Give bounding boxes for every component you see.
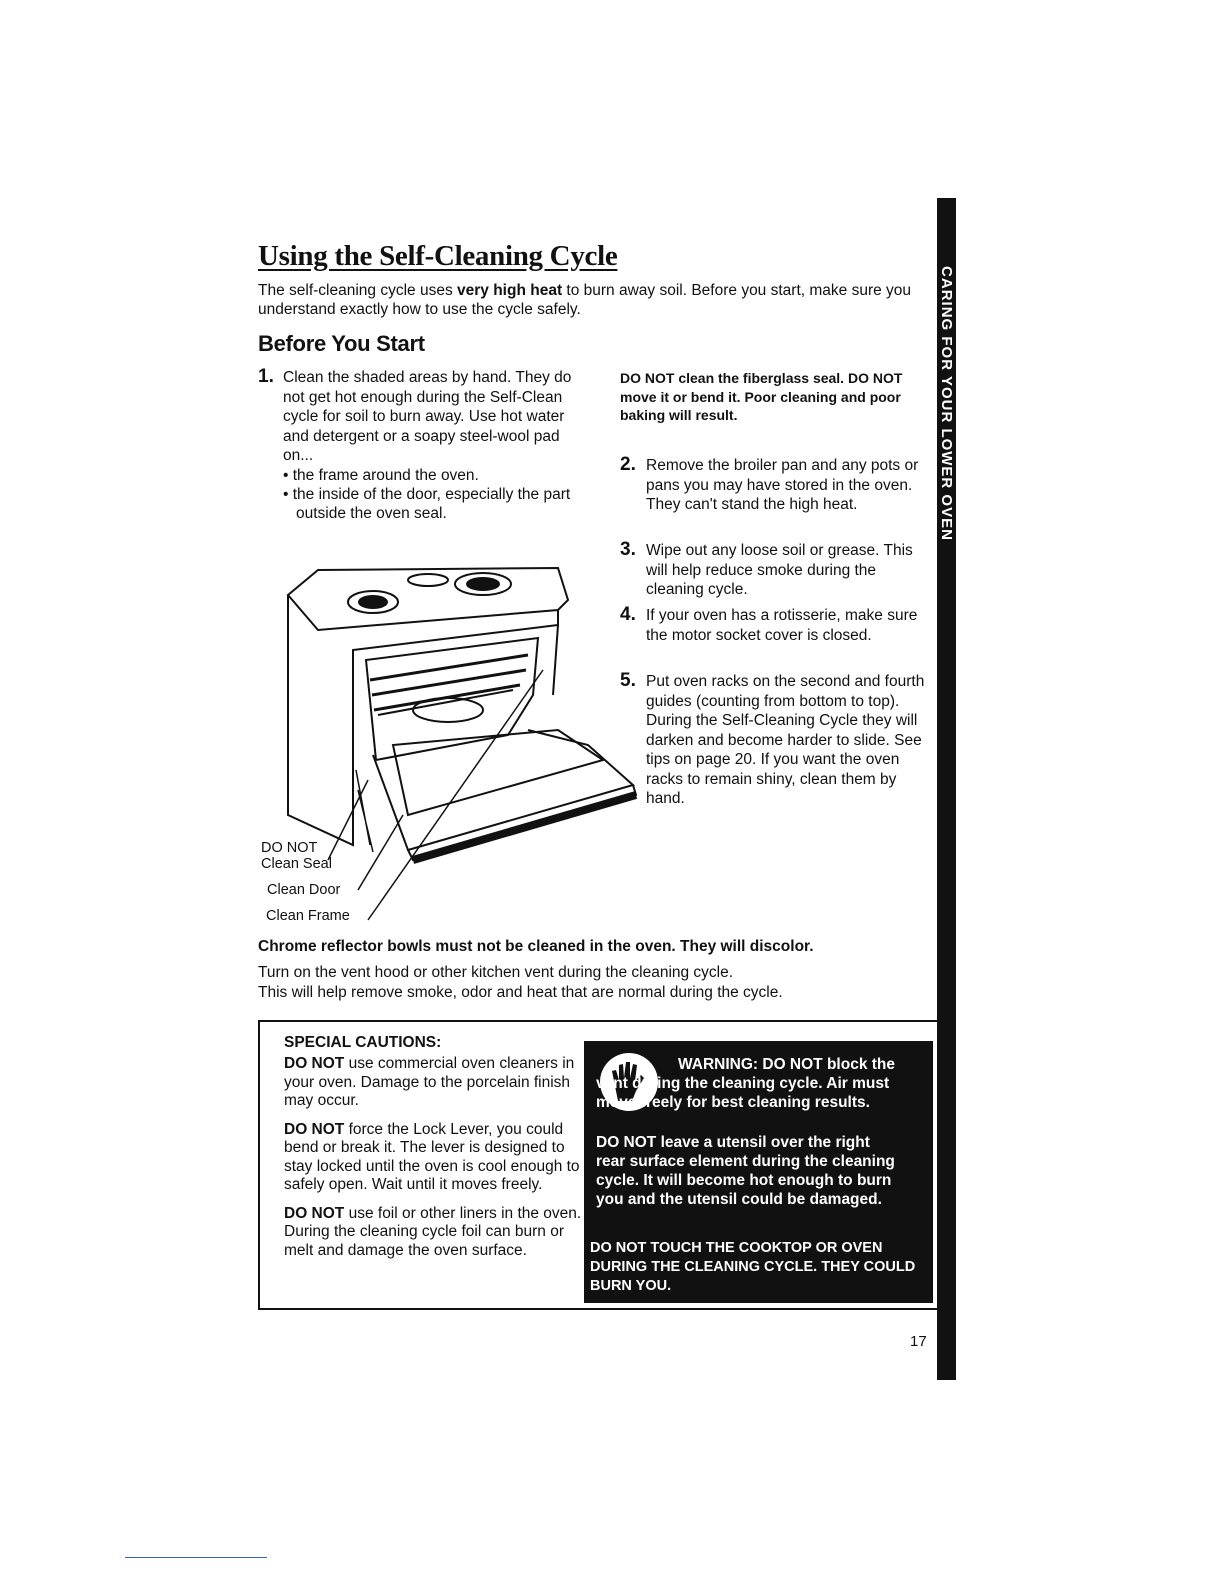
label-clean-frame: Clean Frame [266,908,350,924]
chrome-reflector-warning: Chrome reflector bowls must not be cleaned in the oven. They will discolor. [258,938,814,955]
step-1 [258,368,578,523]
cautions-heading: SPECIAL CAUTIONS: [284,1034,442,1051]
step-3 [620,541,930,600]
fiberglass-seal-warning: DO NOT clean the fiberglass seal. DO NOT move it or bend it. Poor cleaning and poor baking will result. [620,370,903,423]
footnote-rule [125,1557,267,1558]
page-title: Using the Self-Cleaning Cycle [258,240,618,272]
step-number: 3. [620,539,636,560]
step-5 [620,672,930,809]
cautions-left-rule [258,1020,260,1310]
oven-illustration [258,560,638,930]
step-4 [620,606,930,645]
cooktop-outline [288,568,568,630]
section-tab-label: CARING FOR YOUR LOWER OVEN [938,265,955,541]
label-clean-door: Clean Door [267,882,341,898]
label-clean-seal: Clean Seal [261,856,332,872]
intro-paragraph: The self-cleaning cycle uses very high heat to burn away soil. Before you start, make sure you understand exactly how to use the cycle safely. [258,282,912,318]
warning-caps-text: DO NOT TOUCH THE COOKTOP OR OVEN DURING THE CLEANING CYCLE. THEY COULD BURN YOU. [590,1240,916,1294]
subheading-before-you-start: Before You Start [258,331,425,356]
pointer-seal [328,780,368,860]
cautions-top-rule [258,1020,938,1022]
step-text: Clean the shaded areas by hand. They do not get hot enough during the Self-Clean cycle for soil to burn away. Use hot water and detergent or a soapy steel-wool pad on... [283,369,572,464]
step-text: Wipe out any loose soil or grease. This will help reduce smoke during the cleaning cycle. [646,542,913,598]
warning-box [584,1041,933,1303]
step-text: If your oven has a rotisserie, make sure the motor socket cover is closed. [646,607,918,644]
warning-utensil-text: DO NOT leave a utensil over the right rear surface element during the cleaning cycle. It will become hot enough to burn you and the utensil could be damaged. [596,1134,895,1208]
step-text: Put oven racks on the second and fourth guides (counting from bottom to top). During the Self-Cleaning Cycle they will darken and become harder to slide. See tips on page 20. If you want the oven racks to remain shiny, clean them by hand. [646,673,925,807]
step-1-bullets [283,466,573,523]
step-number: 5. [620,670,636,691]
step-number: 1. [258,366,274,387]
bullet-item: • the frame around the oven. [283,466,573,485]
caution-item: DO NOT use foil or other liners in the oven. During the cleaning cycle foil can burn or melt and damage the oven surface. [284,1204,582,1259]
vent-instructions [258,963,958,1002]
step-text: Remove the broiler pan and any pots or pans you may have stored in the oven. They can't stand the high heat. [646,457,919,513]
warning-main-text: WARNING: DO NOT block the vent during the cleaning cycle. Air must move freely for best cleaning results. [596,1056,895,1111]
step-2 [620,456,930,515]
special-cautions [284,1034,584,1270]
step-number: 4. [620,604,636,625]
vent-line: Turn on the vent hood or other kitchen vent during the cleaning cycle. [258,964,734,981]
caution-item: DO NOT force the Lock Lever, you could bend or break it. The lever is designed to stay locked until the oven is cool enough to safely open. Wait until it moves freely. [284,1120,580,1193]
vent-line: This will help remove smoke, odor and heat that are normal during the cycle. [258,983,783,1001]
step-number: 2. [620,454,636,475]
cautions-bottom-rule [258,1308,938,1310]
label-do-not: DO NOT [261,840,318,856]
page-number: 17 [910,1333,927,1350]
bullet-item: • the inside of the door, especially the part outside the oven seal. [283,485,573,523]
caution-item: DO NOT use commercial oven cleaners in your oven. Damage to the porcelain finish may occur. [284,1055,575,1109]
